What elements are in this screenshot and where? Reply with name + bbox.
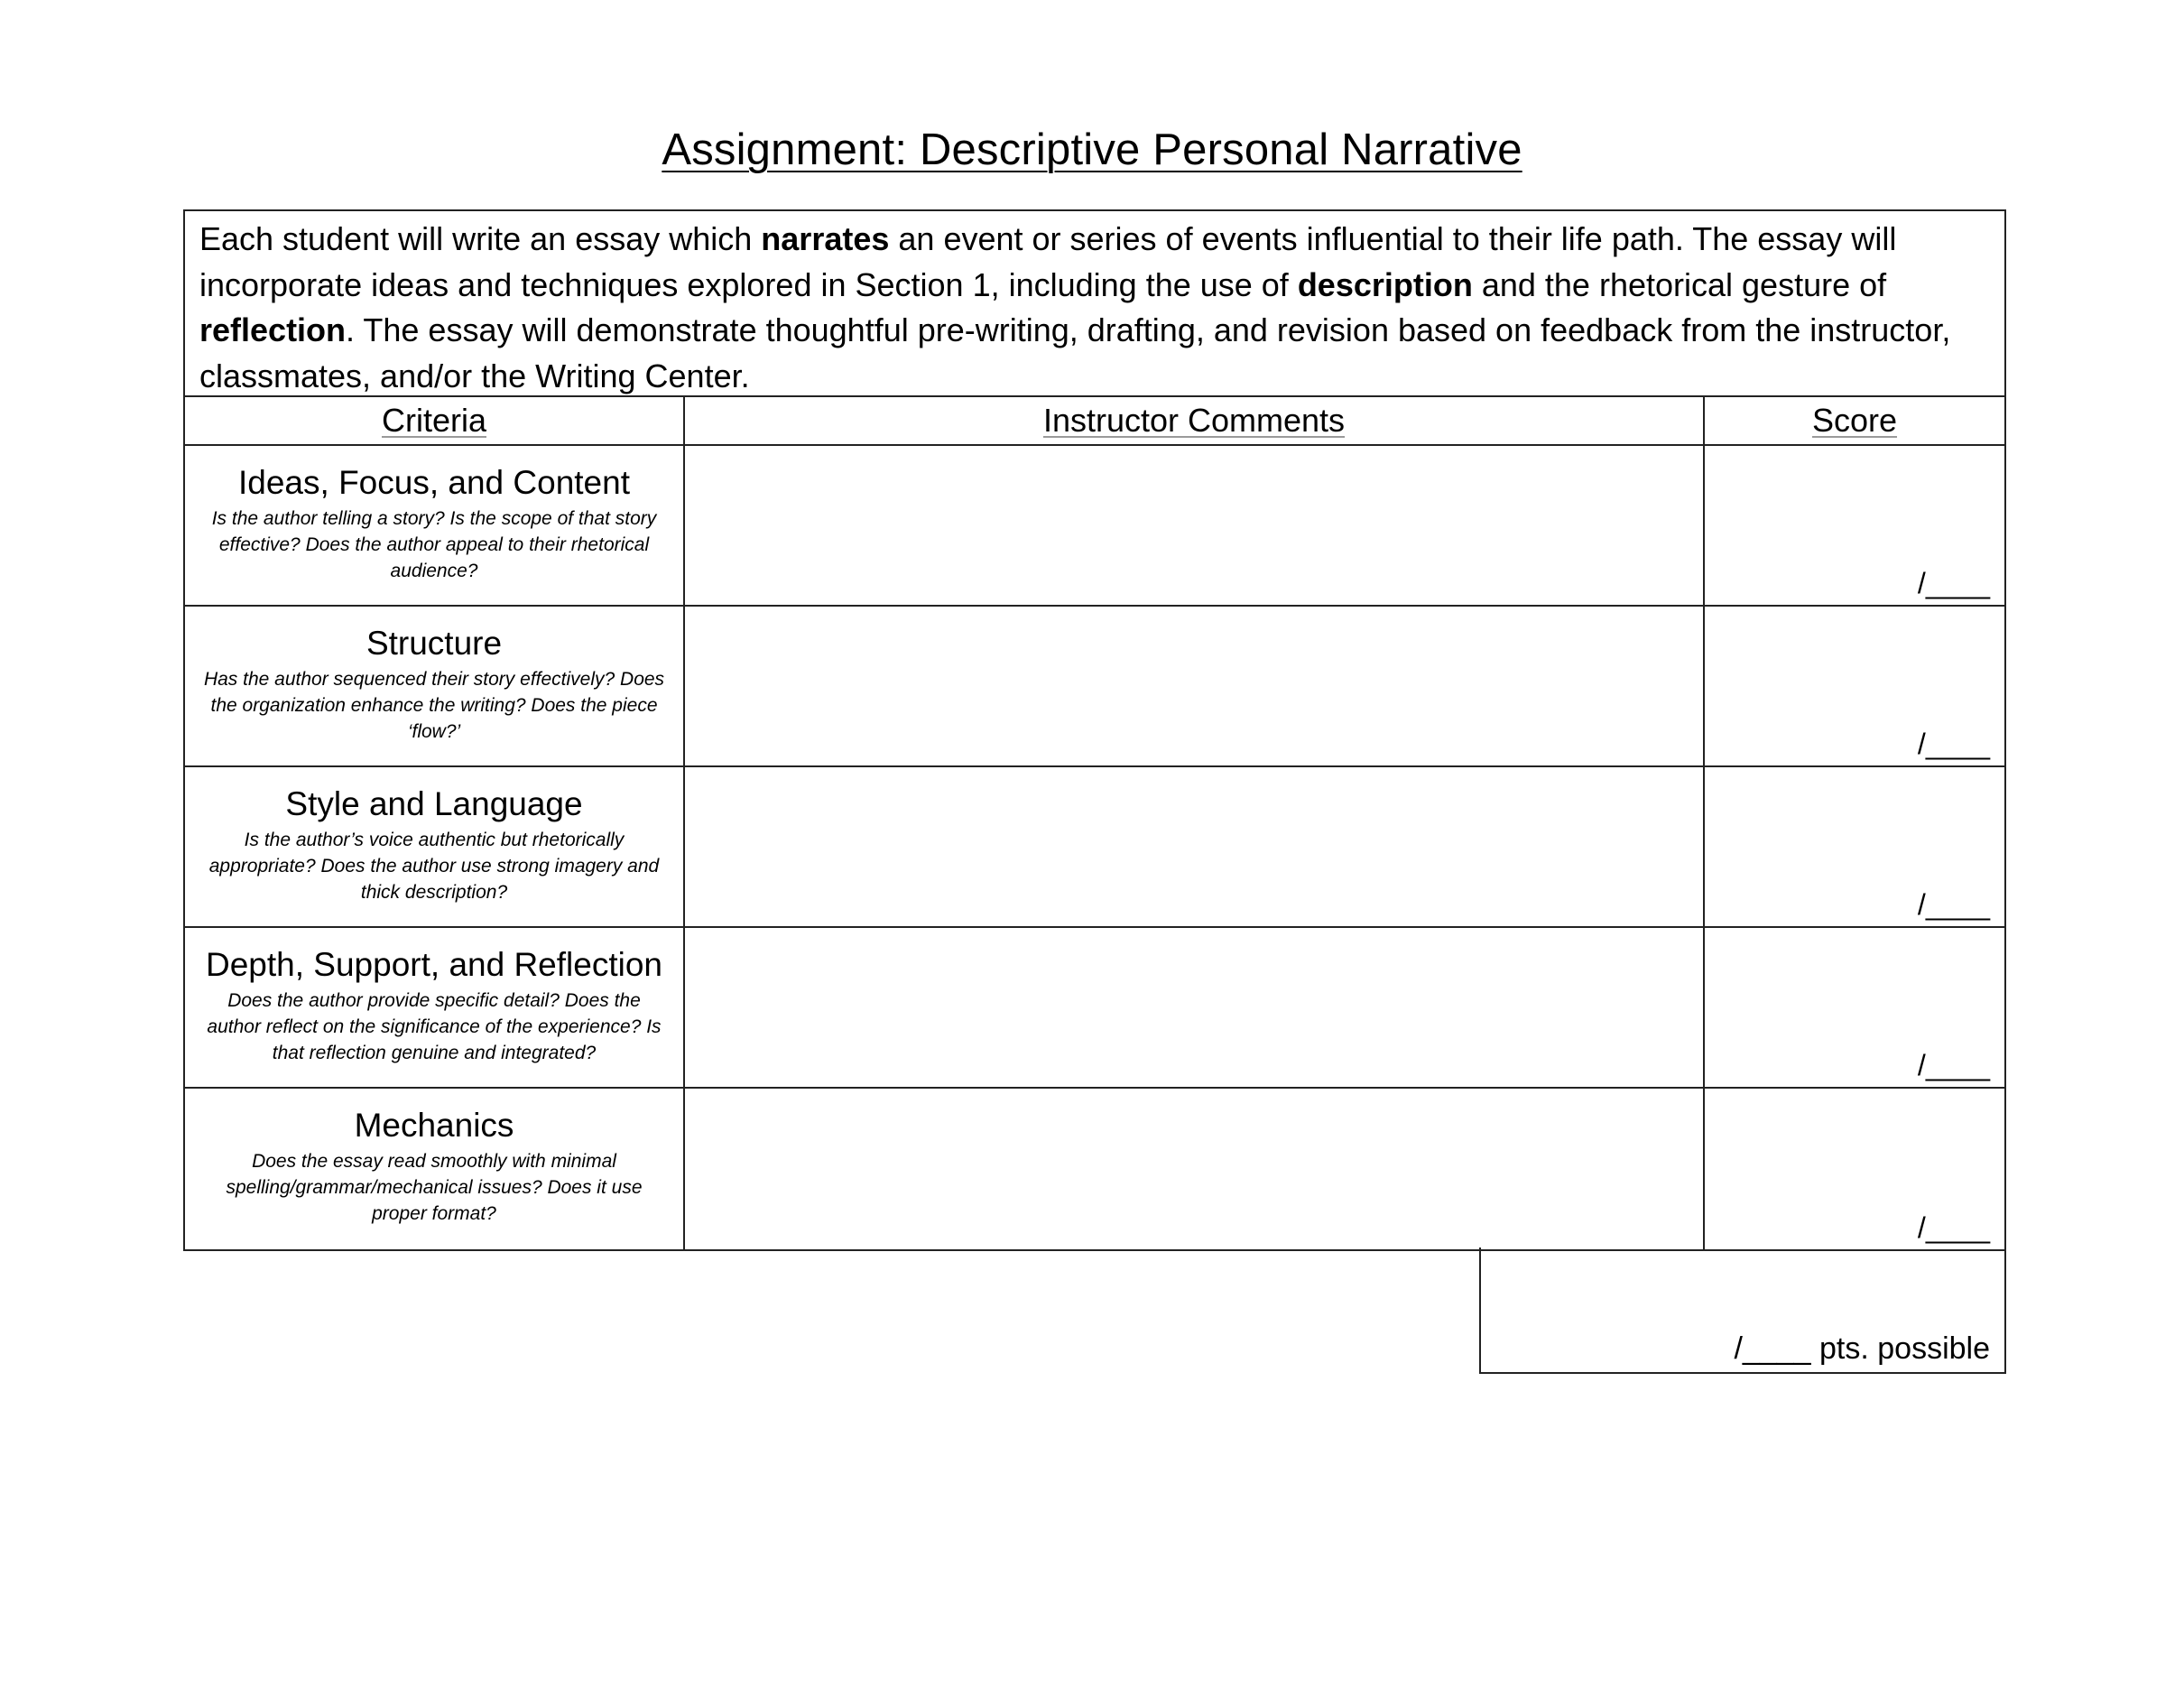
intro-text-1: Each student will write an essay which <box>199 220 762 257</box>
instructor-comment-field[interactable] <box>685 446 1705 607</box>
criteria-title: Style and Language <box>285 785 583 822</box>
table-header-row <box>185 397 2004 446</box>
criteria-description: Does the author provide specific detail? Does the author reflect on the significance of the experience? Is that reflection genuine and integrated? <box>207 990 662 1063</box>
criteria-description: Is the author telling a story? Is the scope of that story effective? Does the author appeal to their rhetorical audience? <box>211 508 657 581</box>
intro-text-2: an event or series of events influential to their life path. The essay will incorporate ideas and techniques explored in Section 1, including the use of <box>199 220 1897 303</box>
instructor-comment-field[interactable] <box>685 767 1705 928</box>
total-points-box[interactable] <box>1479 1247 2006 1374</box>
score-blank[interactable]: /____ <box>1917 888 1990 921</box>
criteria-cell <box>185 767 685 928</box>
criteria-description: Does the essay read smoothly with minimal spelling/grammar/mechanical issues? Does it use proper format? <box>226 1151 643 1224</box>
column-header-comments-label: Instructor Comments <box>1042 402 1346 439</box>
criteria-cell <box>185 1089 685 1249</box>
criteria-title: Depth, Support, and Reflection <box>206 946 662 983</box>
score-blank[interactable]: /____ <box>1917 1049 1990 1081</box>
criteria-cell <box>185 928 685 1089</box>
criteria-cell <box>185 446 685 607</box>
table-row <box>185 928 2004 1089</box>
intro-text-4: . The essay will demonstrate thoughtful pre-writing, drafting, and revision based on feedback from the instructor, classmates, and/or the Writing Center. <box>199 311 1951 394</box>
score-cell[interactable] <box>1705 446 2004 607</box>
table-row <box>185 607 2004 767</box>
column-header-criteria-label: Criteria <box>381 402 486 439</box>
column-header-criteria <box>185 397 685 446</box>
document-title <box>0 123 2184 177</box>
criteria-title: Ideas, Focus, and Content <box>238 464 630 501</box>
score-cell[interactable] <box>1705 928 2004 1089</box>
column-header-comments <box>685 397 1705 446</box>
score-blank[interactable]: /____ <box>1917 567 1990 599</box>
table-row <box>185 767 2004 928</box>
criteria-title: Structure <box>366 625 503 662</box>
score-blank[interactable]: /____ <box>1917 1211 1990 1244</box>
table-row <box>185 1089 2004 1249</box>
intro-bold-narrates: narrates <box>761 220 890 257</box>
rubric-table <box>183 209 2006 1251</box>
criteria-title: Mechanics <box>354 1107 514 1144</box>
column-header-score-label: Score <box>1811 402 1898 439</box>
document-title-text: Assignment: Descriptive Personal Narrative <box>662 125 1522 174</box>
intro-text-3: and the rhetorical gesture of <box>1472 265 1887 303</box>
intro-bold-description: description <box>1297 265 1473 303</box>
intro-bold-reflection: reflection <box>199 311 347 348</box>
instructor-comment-field[interactable] <box>685 607 1705 767</box>
total-points-label[interactable]: /____ pts. possible <box>1734 1331 1990 1366</box>
instructor-comment-field[interactable] <box>685 928 1705 1089</box>
criteria-cell <box>185 607 685 767</box>
criteria-description: Is the author’s voice authentic but rhetorically appropriate? Does the author use strong imagery and thick description? <box>208 830 660 903</box>
score-blank[interactable]: /____ <box>1917 728 1990 760</box>
instructor-comment-field[interactable] <box>685 1089 1705 1249</box>
score-cell[interactable] <box>1705 1089 2004 1249</box>
table-row <box>185 446 2004 607</box>
score-cell[interactable] <box>1705 607 2004 767</box>
criteria-description: Has the author sequenced their story effectively? Does the organization enhance the writing? Does the piece ‘flow?’ <box>203 669 665 742</box>
column-header-score <box>1705 397 2004 446</box>
assignment-description <box>185 211 2004 397</box>
score-cell[interactable] <box>1705 767 2004 928</box>
